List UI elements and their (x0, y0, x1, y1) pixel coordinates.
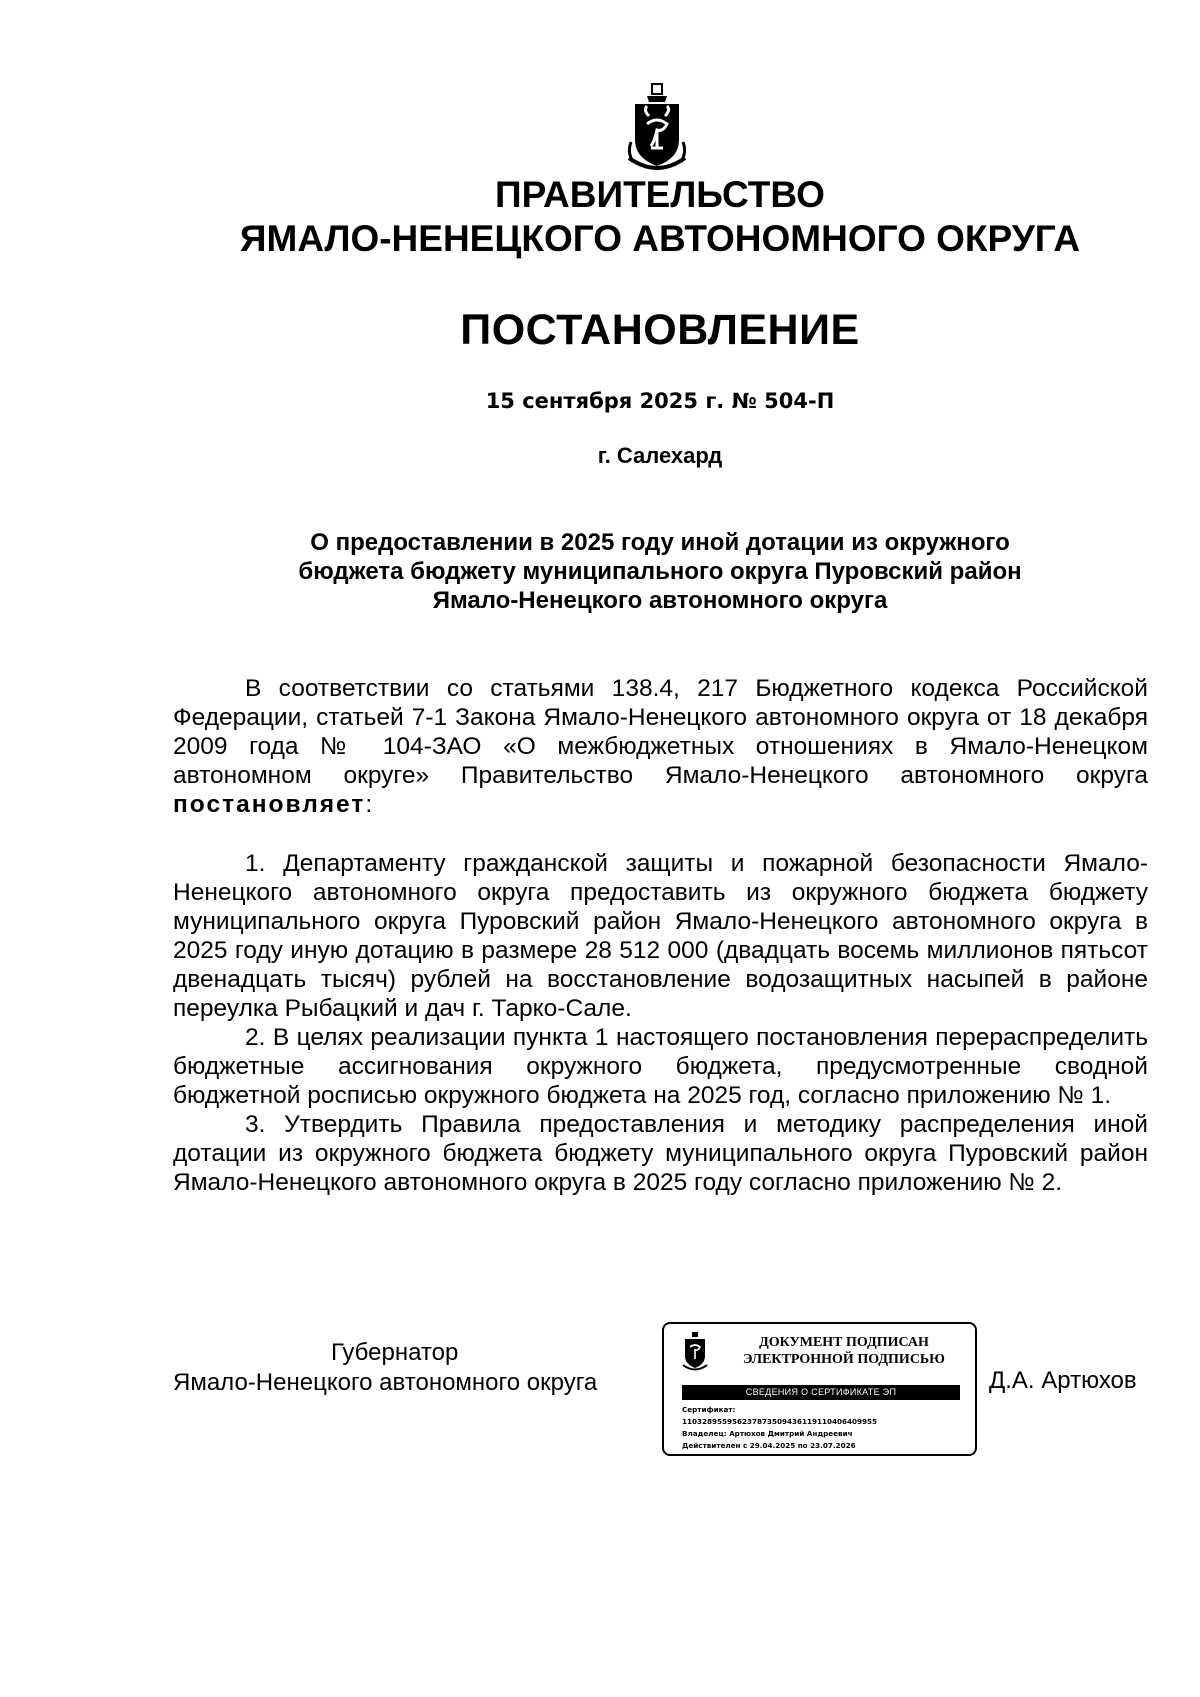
coat-of-arms-emblem (625, 82, 689, 174)
decree-item-1: 1. Департаменту гражданской защиты и пожарной безопасности Ямало-Ненецкого автономного округа предоставить из окружного бюджета бюджету муниципального округа Пуровский район Ямало-Ненецкого автономного округа в 2025 году иную дотацию в размере 28 512 000 (двадцать восемь миллионов пятьсот двенадцать тысяч) рублей на восстановление водозащитных насыпей в районе переулка Рыбацкий и дач г. Тарко-Сале. (173, 850, 1148, 1022)
decree-item-3: 3. Утвердить Правила предоставления и методику распределения иной дотации из окружного бюджета бюджету муниципального округа Пуровский район Ямало-Ненецкого автономного округа в 2025 году согласно приложению № 2. (173, 1111, 1148, 1196)
signatory-title-line1: Губернатор (331, 1339, 459, 1366)
stamp-certificate-details (682, 1404, 967, 1452)
preamble-keyword: постановляет (173, 791, 366, 818)
stamp-heading (719, 1334, 969, 1368)
stamp-heading-line2: ЭЛЕКТРОННОЙ ПОДПИСЬЮ (743, 1352, 945, 1367)
stamp-heading-line1: ДОКУМЕНТ ПОДПИСАН (759, 1335, 929, 1350)
stamp-certificate-bar: СВЕДЕНИЯ О СЕРТИФИКАТЕ ЭП (682, 1385, 960, 1400)
stamp-emblem-icon (682, 1332, 708, 1372)
stamp-cert-label: Сертификат: (682, 1405, 736, 1414)
government-name-line2: ЯМАЛО-НЕНЕЦКОГО АВТОНОМНОГО ОКРУГА (239, 218, 1081, 259)
signatory-name: Д.А. Артюхов (989, 1367, 1137, 1394)
stamp-valid: Действителен с 29.04.2025 по 23.07.2026 (682, 1441, 856, 1450)
decree-items (173, 849, 1148, 1197)
city: г. Салехард (597, 443, 723, 468)
decree-item-2: 2. В целях реализации пункта 1 настоящего постановления перераспределить бюджетные ассигнования окружного бюджета, предусмотренные сводной бюджетной росписью окружного бюджета на 2025 год, согласно приложению № 1. (173, 1024, 1148, 1109)
electronic-signature-stamp (662, 1322, 977, 1456)
date-and-number: 15 сентября 2025 г. № 504-П (485, 389, 835, 413)
government-name-line1: ПРАВИТЕЛЬСТВО (495, 174, 825, 215)
preamble-end: : (365, 791, 373, 818)
preamble (173, 674, 1148, 819)
signatory-title (173, 1338, 597, 1398)
preamble-text: В соответствии со статьями 138.4, 217 Бюджетного кодекса Российской Федерации, статьей 7-1 Закона Ямало-Ненецкого автономного округа от 18 декабря 2009 года № 104-ЗАО «О межбюджетных отношениях в Ямало-Ненецком автономном округе» Правительство Ямало-Ненецкого автономного округа (173, 675, 1148, 789)
signatory-title-line2: Ямало-Ненецкого автономного округа (173, 1369, 598, 1396)
document-type: ПОСТАНОВЛЕНИЕ (460, 306, 860, 354)
document-subject: О предоставлении в 2025 году иной дотации из окружного бюджета бюджету муниципального округа Пуровский район Ямало-Ненецкого автономного округа (298, 529, 1022, 614)
stamp-cert-number: 110328955956237873509436119110406409955 (682, 1417, 878, 1426)
stamp-owner: Владелец: Артюхов Дмитрий Андреевич (682, 1429, 853, 1438)
